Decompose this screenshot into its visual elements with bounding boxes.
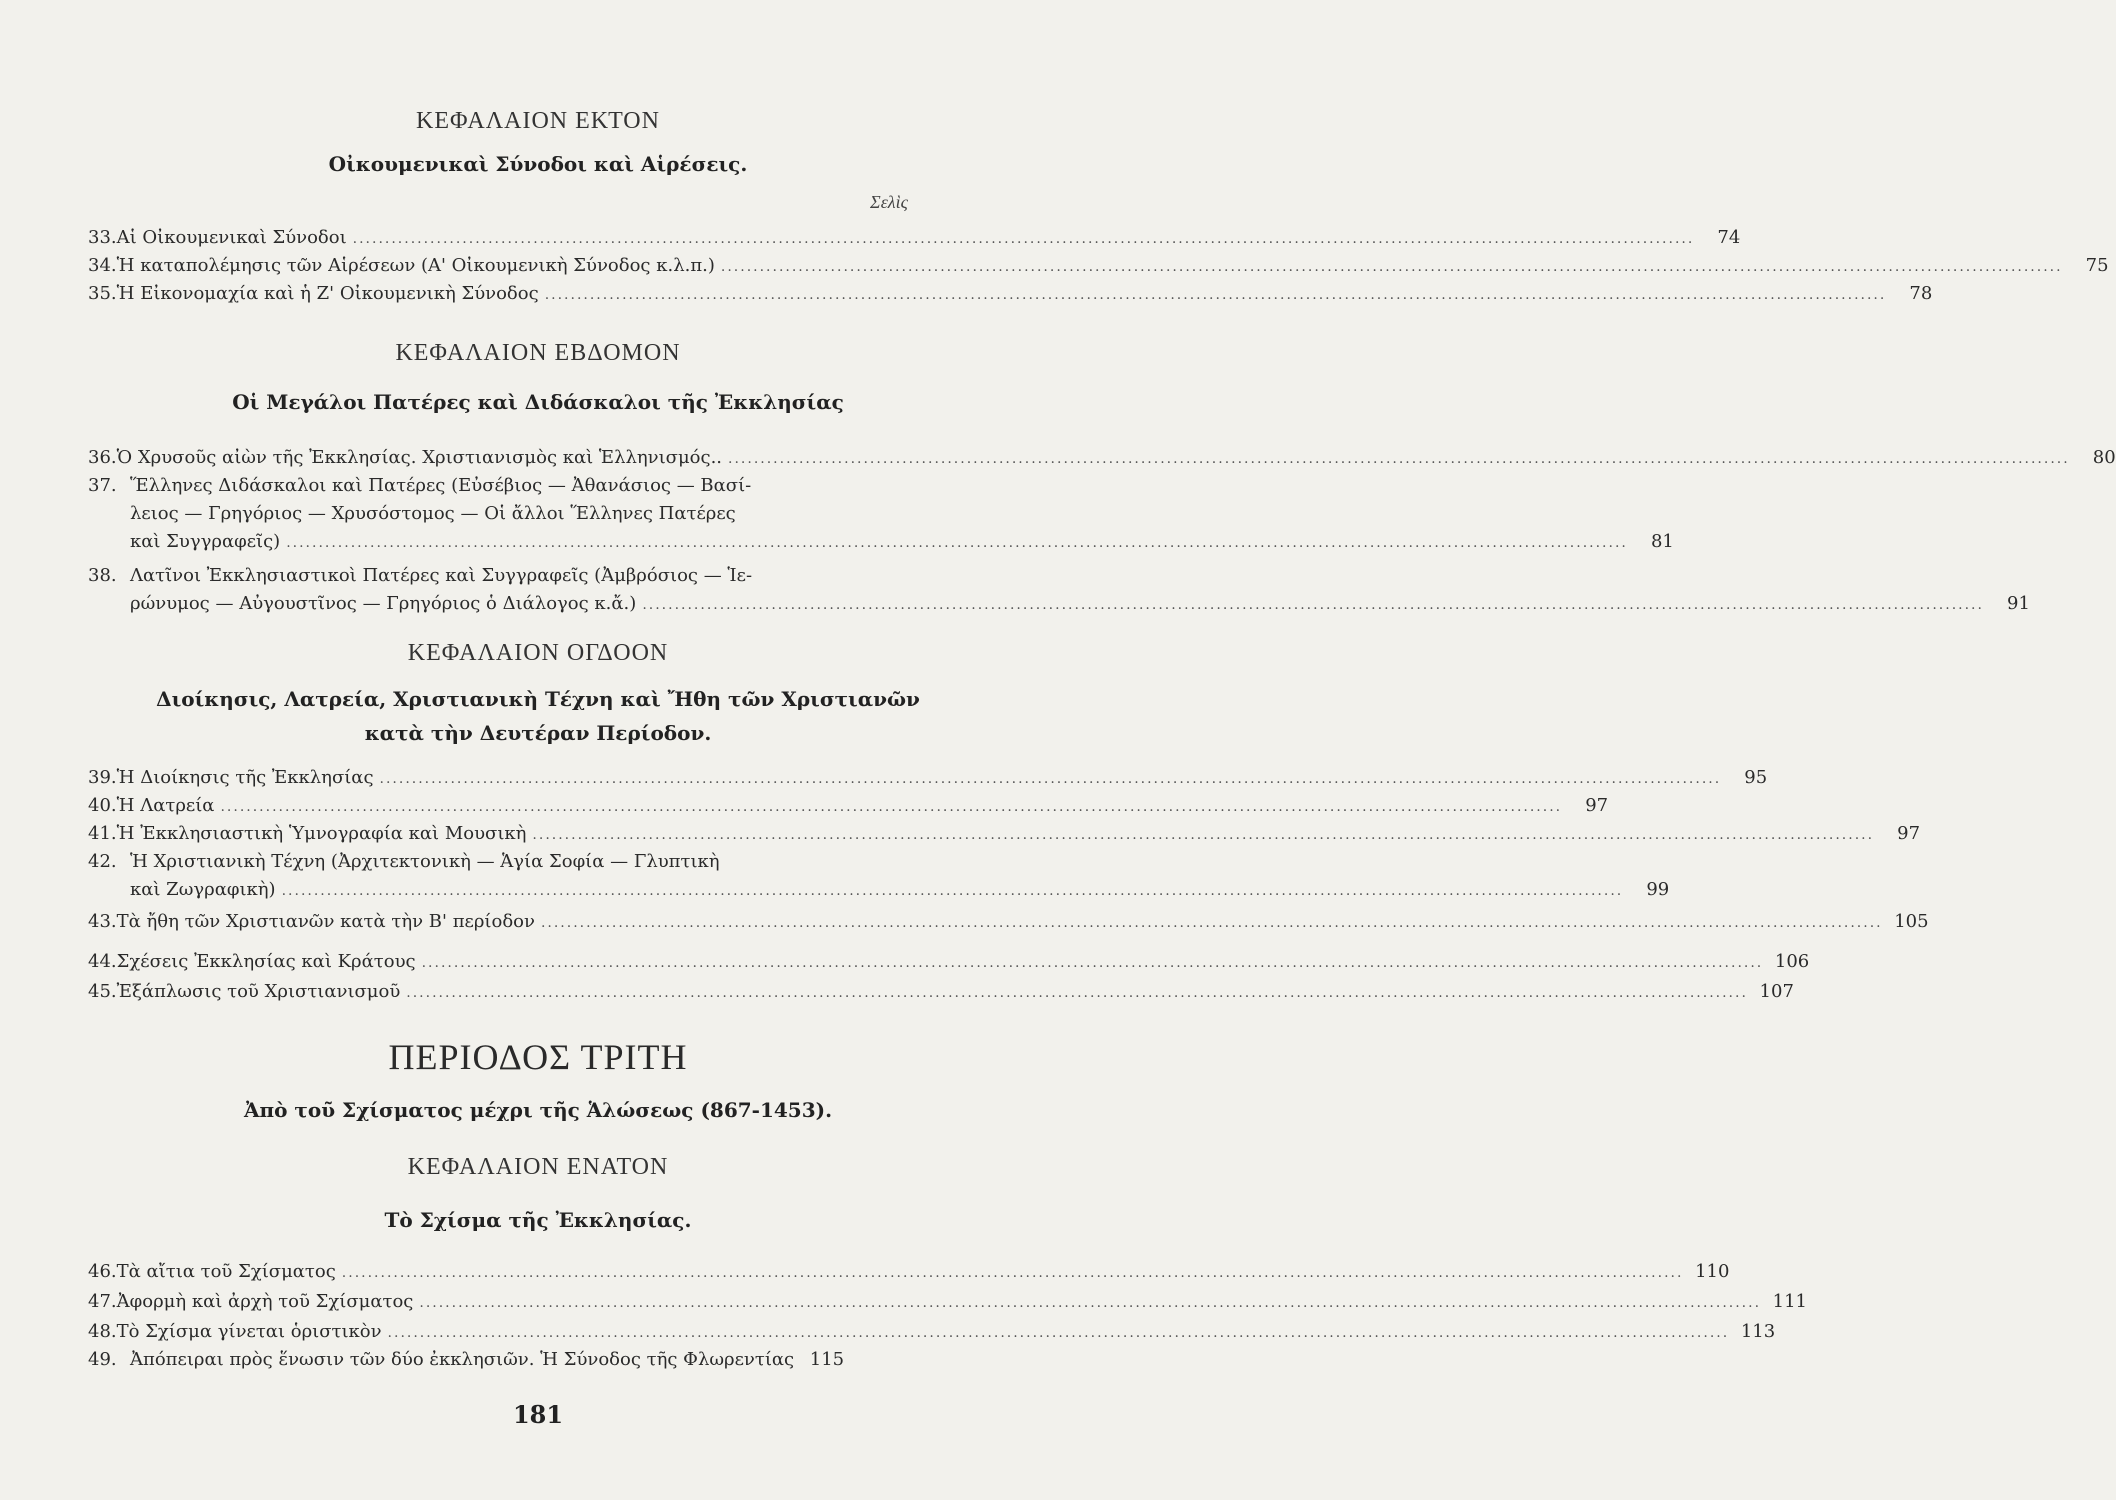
- toc-entry-42: [88, 848, 1670, 905]
- entry-title: Σχέσεις Ἐκκλησίας καὶ Κράτους: [116, 951, 416, 972]
- dot-leader: [282, 877, 1624, 905]
- entry-title-line-2: λειος — Γρηγόριος — Χρυσόστομος — Οἱ ἄλλοι Ἕλληνες Πατέρες: [130, 503, 736, 524]
- entry-number: 41.: [88, 823, 117, 844]
- entry-number: 45.: [88, 981, 117, 1002]
- entry-page: 97: [1897, 823, 1921, 844]
- dot-leader: [353, 225, 1695, 253]
- entry-title: Ἡ Λατρεία: [116, 795, 215, 816]
- dot-leader: [532, 821, 1874, 849]
- toc-entry-35: [88, 280, 1933, 309]
- entry-page: 105: [1894, 911, 1929, 932]
- entry-page: 113: [1740, 1321, 1776, 1342]
- toc-entry-40: [88, 792, 1609, 821]
- entry-title: Τὰ αἴτια τοῦ Σχίσματος: [116, 1261, 336, 1282]
- entry-number: 37.: [88, 475, 117, 496]
- entry-title-line-2: καὶ Ζωγραφικὴ): [130, 879, 276, 900]
- period-3-subtitle: Ἀπὸ τοῦ Σχίσματος μέχρι τῆς Ἁλώσεως (867-1453).: [243, 1098, 833, 1122]
- dot-leader: [406, 979, 1748, 1007]
- entry-title: Ὁ Χρυσοῦς αἰὼν τῆς Ἐκκλησίας. Χριστιανισμὸς καὶ Ἑλληνισμός..: [116, 447, 723, 468]
- chapter-8-heading: ΚΕΦΑΛΑΙΟΝ ΟΓΔΟΟΝ: [407, 640, 669, 666]
- entry-page: 111: [1772, 1291, 1808, 1312]
- toc-entry-34: [88, 252, 2109, 281]
- entry-page: 107: [1759, 981, 1794, 1002]
- dot-leader: [728, 445, 2070, 473]
- chapter-8-subtitle-line-1: Διοίκησις, Λατρεία, Χριστιανικὴ Τέχνη καὶ Ἤθη τῶν Χριστιανῶν: [156, 687, 920, 711]
- entry-page: 99: [1646, 879, 1670, 900]
- chapter-6-heading: ΚΕΦΑΛΑΙΟΝ ΕΚΤΟΝ: [416, 108, 660, 134]
- chapter-7-subtitle: Οἱ Μεγάλοι Πατέρες καὶ Διδάσκαλοι τῆς Ἐκκλησίας: [232, 390, 844, 414]
- entry-page: 106: [1774, 951, 1810, 972]
- entry-number: 48.: [88, 1321, 117, 1342]
- entry-number: 39.: [88, 767, 117, 788]
- entry-title: Ἡ καταπολέμησις τῶν Αἱρέσεων (Α' Οἰκουμενικὴ Σύνοδος κ.λ.π.): [116, 255, 715, 276]
- entry-page: 81: [1650, 531, 1674, 552]
- entry-page: 97: [1585, 795, 1609, 816]
- chapter-8-subtitle-line-2: κατὰ τὴν Δευτέραν Περίοδον.: [364, 721, 712, 745]
- chapter-9-heading: ΚΕΦΑΛΑΙΟΝ ΕΝΑΤΟΝ: [407, 1154, 669, 1180]
- entry-title-line-1: Ἕλληνες Διδάσκαλοι καὶ Πατέρες (Εὐσέβιος — Ἀθανάσιος — Βασί-: [130, 475, 752, 496]
- entry-title-line-1: Ἡ Χριστιανικὴ Τέχνη (Ἀρχιτεκτονικὴ — Ἁγία Σοφία — Γλυπτικὴ: [130, 851, 720, 872]
- entry-number: 46.: [88, 1261, 117, 1282]
- entry-number: 43.: [88, 911, 117, 932]
- dot-leader: [342, 1259, 1684, 1287]
- entry-page: 80: [2092, 447, 2116, 468]
- entry-page: 95: [1744, 767, 1768, 788]
- entry-title-line-3: καὶ Συγγραφεῖς): [130, 531, 281, 552]
- dot-leader: [545, 281, 1887, 309]
- entry-number: 42.: [88, 851, 117, 872]
- entry-number: 40.: [88, 795, 117, 816]
- dot-leader: [541, 909, 1883, 937]
- entry-page: 75: [2085, 255, 2109, 276]
- toc-entry-44: [88, 948, 1810, 977]
- entry-page: 78: [1909, 283, 1933, 304]
- chapter-9-subtitle: Τὸ Σχίσμα τῆς Ἐκκλησίας.: [384, 1208, 692, 1232]
- dot-leader: [388, 1319, 1730, 1347]
- entry-number: 34.: [88, 255, 117, 276]
- toc-entry-48: [88, 1318, 1776, 1347]
- dot-leader: [419, 1289, 1761, 1317]
- entry-number: 35.: [88, 283, 117, 304]
- dot-leader: [422, 949, 1764, 977]
- entry-title: Ἡ Διοίκησις τῆς Ἐκκλησίας: [116, 767, 374, 788]
- toc-entry-46: [88, 1258, 1730, 1287]
- toc-entry-49: [88, 1346, 908, 1374]
- chapter-7-heading: ΚΕΦΑΛΑΙΟΝ ΕΒΔΟΜΟΝ: [395, 340, 681, 366]
- entry-title: Τὸ Σχίσμα γίνεται ὁριστικὸν: [116, 1321, 382, 1342]
- entry-title: Ἀπόπειραι πρὸς ἕνωσιν τῶν δύο ἐκκλησιῶν. Ἡ Σύνοδος τῆς Φλωρεντίας: [130, 1349, 795, 1370]
- entry-title: Ἡ Εἰκονομαχία καὶ ἡ Ζ' Οἰκουμενικὴ Σύνοδος: [116, 283, 539, 304]
- entry-number: 49.: [88, 1349, 117, 1370]
- entry-title-line-1: Λατῖνοι Ἐκκλησιαστικοὶ Πατέρες καὶ Συγγραφεῖς (Ἀμβρόσιος — Ἱε-: [130, 565, 753, 586]
- dot-leader: [380, 765, 1722, 793]
- entry-title: Αἱ Οἰκουμενικαὶ Σύνοδοι: [116, 227, 347, 248]
- toc-entry-33: [88, 224, 1741, 253]
- page-number: 181: [512, 1400, 564, 1429]
- entry-number: 33.: [88, 227, 117, 248]
- dot-leader: [220, 793, 1562, 821]
- dot-leader: [642, 591, 1984, 619]
- period-3-heading: ΠΕΡΙΟΔΟΣ ΤΡΙΤΗ: [388, 1037, 688, 1077]
- toc-entry-36: [88, 444, 2116, 473]
- entry-title: Ἡ Ἐκκλησιαστικὴ Ὑμνογραφία καὶ Μουσικὴ: [116, 823, 527, 844]
- entry-number: 36.: [88, 447, 117, 468]
- entry-page: 110: [1695, 1261, 1730, 1282]
- entry-title: Τὰ ἤθη τῶν Χριστιανῶν κατὰ τὴν Β' περίοδον: [116, 911, 535, 932]
- entry-page: 91: [2007, 593, 2030, 614]
- toc-entry-45: [88, 978, 1794, 1007]
- toc-entry-39: [88, 764, 1768, 793]
- entry-page: 74: [1717, 227, 1741, 248]
- entry-number: 38.: [88, 565, 117, 586]
- toc-entry-38: [88, 562, 2030, 619]
- toc-entry-47: [88, 1288, 1808, 1317]
- entry-page: 115: [809, 1349, 845, 1370]
- entry-number: 44.: [88, 951, 117, 972]
- dot-leader: [721, 253, 2063, 281]
- toc-entry-43: [88, 908, 1929, 937]
- page-column-label: Σελὶς: [870, 192, 908, 212]
- toc-entry-37: [88, 472, 1674, 557]
- entry-number: 47.: [88, 1291, 117, 1312]
- entry-title: Ἐξάπλωσις τοῦ Χριστιανισμοῦ: [116, 981, 401, 1002]
- entry-title-line-2: ρώνυμος — Αὐγουστῖνος — Γρηγόριος ὁ Διάλογος κ.ἄ.): [130, 593, 637, 614]
- dot-leader: [286, 529, 1628, 557]
- toc-entry-41: [88, 820, 1921, 849]
- entry-title: Ἀφορμὴ καὶ ἀρχὴ τοῦ Σχίσματος: [116, 1291, 414, 1312]
- chapter-6-subtitle: Οἰκουμενικαὶ Σύνοδοι καὶ Αἱρέσεις.: [328, 152, 748, 176]
- chapter-8-subtitle: [0, 682, 1076, 750]
